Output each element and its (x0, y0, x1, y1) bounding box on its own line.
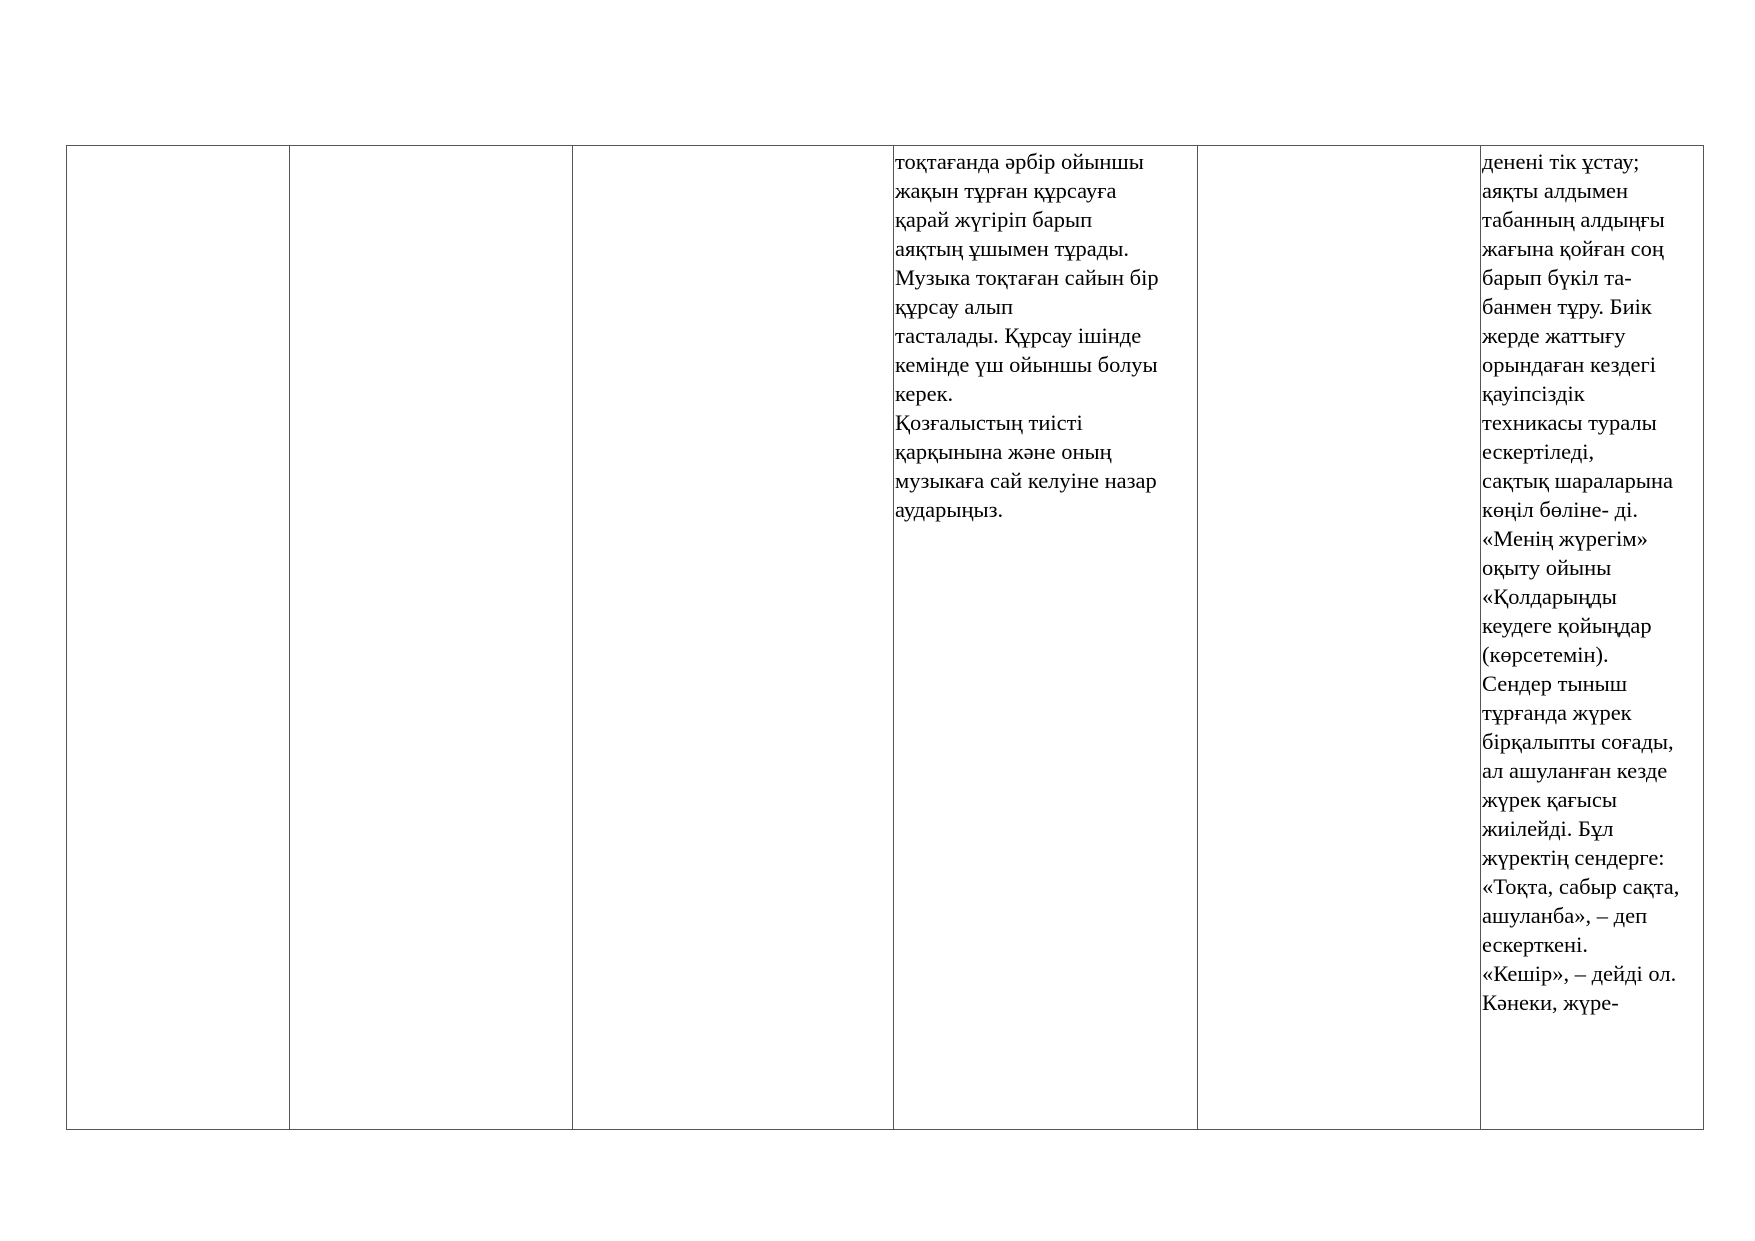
table-row (67, 146, 1704, 1130)
text-line: барып бүкіл та- (1482, 265, 1632, 290)
table-cell-col-3 (573, 146, 894, 1130)
text-line: қарқынына және оның (895, 439, 1112, 464)
text-line: жағына қойған соң (1482, 236, 1664, 261)
text-line: ал ашуланған кезде (1482, 758, 1668, 783)
text-line: кеудеге қойыңдар (1482, 613, 1652, 638)
text-line: аударыңыз. (895, 497, 1004, 522)
text-line: «Менің жүрегім» (1482, 526, 1648, 551)
text-line: қарай жүгіріп барып (895, 207, 1093, 232)
text-line: тұрғанда жүрек (1482, 700, 1632, 725)
text-line: жерде жаттығу (1482, 323, 1626, 348)
text-line: денені тік ұстау; (1482, 149, 1640, 174)
text-line: бірқалыпты соғады, (1482, 729, 1674, 754)
text-line: банмен тұру. Биік (1482, 294, 1652, 319)
lesson-plan-table (66, 145, 1704, 1130)
text-line: көңіл бөліне- ді. (1482, 497, 1638, 522)
text-line: керек. (895, 381, 954, 406)
text-line: «Тоқта, сабыр сақта, (1482, 874, 1680, 899)
text-line: сақтық шараларына (1482, 468, 1674, 493)
text-line: аяқтың ұшымен тұрады. (895, 236, 1129, 261)
text-line: «Қолдарыңды (1482, 584, 1617, 609)
text-line: құрсау алып (895, 294, 1013, 319)
text-line: (көрсетемін). (1482, 642, 1609, 667)
text-line: тоқтағанда әрбір ойыншы (895, 149, 1144, 174)
text-line: техникасы туралы (1482, 410, 1657, 435)
table-cell-col-2 (290, 146, 573, 1130)
text-line: жиілейді. Бұл (1482, 816, 1614, 841)
text-line: оқыту ойыны (1482, 555, 1612, 580)
text-line: қауіпсіздік (1482, 381, 1585, 406)
text-line: аяқты алдымен (1482, 178, 1629, 203)
text-line: табанның алдыңғы (1482, 207, 1665, 232)
text-line: ашуланба», – деп (1482, 903, 1648, 928)
table-cell-col-1 (67, 146, 290, 1130)
text-line: Сендер тыныш (1482, 671, 1628, 696)
text-line: орындаған кездегі (1482, 352, 1657, 377)
text-line: кемінде үш ойыншы болуы (895, 352, 1158, 377)
text-line: жақын тұрған құрсауға (895, 178, 1117, 203)
text-line: Кәнеки, жүре- (1482, 990, 1619, 1015)
text-line: жүрек қағысы (1482, 787, 1617, 812)
table-cell-col-5 (1198, 146, 1481, 1130)
text-line: Қозғалыстың тиісті (895, 410, 1083, 435)
text-line: музыкаға сай келуіне назар (895, 468, 1157, 493)
text-line: тасталады. Құрсау ішінде (895, 323, 1142, 348)
text-line: жүректің сендерге: (1482, 845, 1665, 870)
table-cell-col-6 (1481, 146, 1704, 1130)
text-line: ескерткені. (1482, 932, 1588, 957)
table-cell-col-4 (894, 146, 1198, 1130)
text-line: Музыка тоқтаған сайын бір (895, 265, 1159, 290)
text-line: «Кешір», – дейді ол. (1482, 961, 1677, 986)
text-line: ескертіледі, (1482, 439, 1595, 464)
